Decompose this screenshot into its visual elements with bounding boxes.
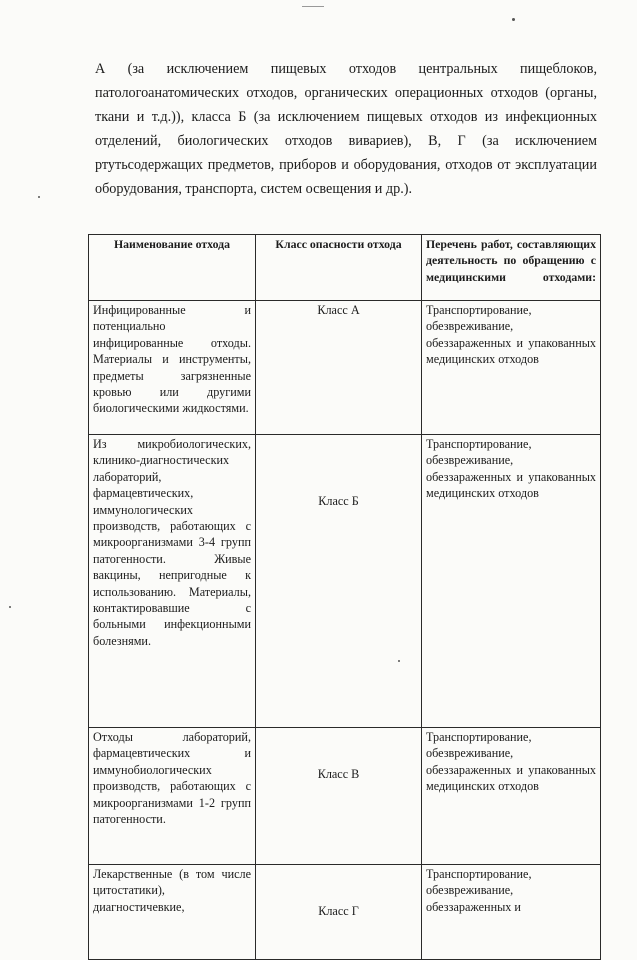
hazard-class-cell: Класс Б: [256, 435, 422, 728]
hazard-class-cell: Класс В: [256, 728, 422, 865]
waste-name-cell: Лекарственные (в том числе цитостатики), диагностичевкие,: [89, 865, 256, 960]
hazard-class-cell: Класс Г: [256, 865, 422, 960]
operations-cell: Транспортирование, обезвреживание, обеззараженных и упакованных медицинских отходов: [422, 301, 601, 435]
operations-cell: Транспортирование, обезвреживание, обеззараженных и упакованных медицинских отходов: [422, 728, 601, 865]
intro-paragraph: А (за исключением пищевых отходов центральных пищеблоков, патологоанатомических отходов, органических операционных отходов (органы, ткани и т.д.)), класса Б (за исключением пищевых отходов из инфекционных отделений, биологических отходов вивариев), В, Г (за исключением ртутьсодержащих предметов, приборов и оборудования, отходов от эксплуатации оборудования, транспорта, систем освещения и др.).: [95, 61, 597, 197]
waste-name-cell: Инфицированные и потенциально инфицированные отходы. Материалы и инструменты, предметы загрязненные кровью или другими биологическими жидкостями.: [89, 301, 256, 435]
table-header-row: [89, 235, 601, 301]
scan-speck: [38, 196, 40, 198]
header-operations: Перечень работ, составляющих деятельность по обращению с медицинскими отходами:: [422, 235, 601, 301]
header-waste-name: Наименование отхода: [89, 235, 256, 301]
scan-speck: [398, 660, 400, 662]
scan-speck: [302, 6, 324, 7]
hazard-class-cell: Класс А: [256, 301, 422, 435]
table-row: [89, 728, 601, 865]
table-row: [89, 301, 601, 435]
waste-name-cell: Из микробиологических, клинико-диагностических лабораторий, фармацевтических, иммунологических производств, работающих с микроорганизмами 3-4 групп патогенности. Живые вакцины, непригодные к использованию. Материалы, контактировавшие с больными инфекционными болезнями.: [89, 435, 256, 728]
operations-cell: Транспортирование, обезвреживание, обеззараженных и: [422, 865, 601, 960]
waste-classification-table: [88, 234, 601, 960]
table-row: [89, 435, 601, 728]
scan-speck: [512, 18, 515, 21]
waste-name-cell: Отходы лабораторий, фармацевтических и иммунобиологических производств, работающих с микроорганизмами 1-2 групп патогенности.: [89, 728, 256, 865]
operations-cell: Транспортирование, обезвреживание, обеззараженных и упакованных медицинских отходов: [422, 435, 601, 728]
table-row: [89, 865, 601, 960]
scan-speck: [9, 606, 11, 608]
header-hazard-class: Класс опасности отхода: [256, 235, 422, 301]
